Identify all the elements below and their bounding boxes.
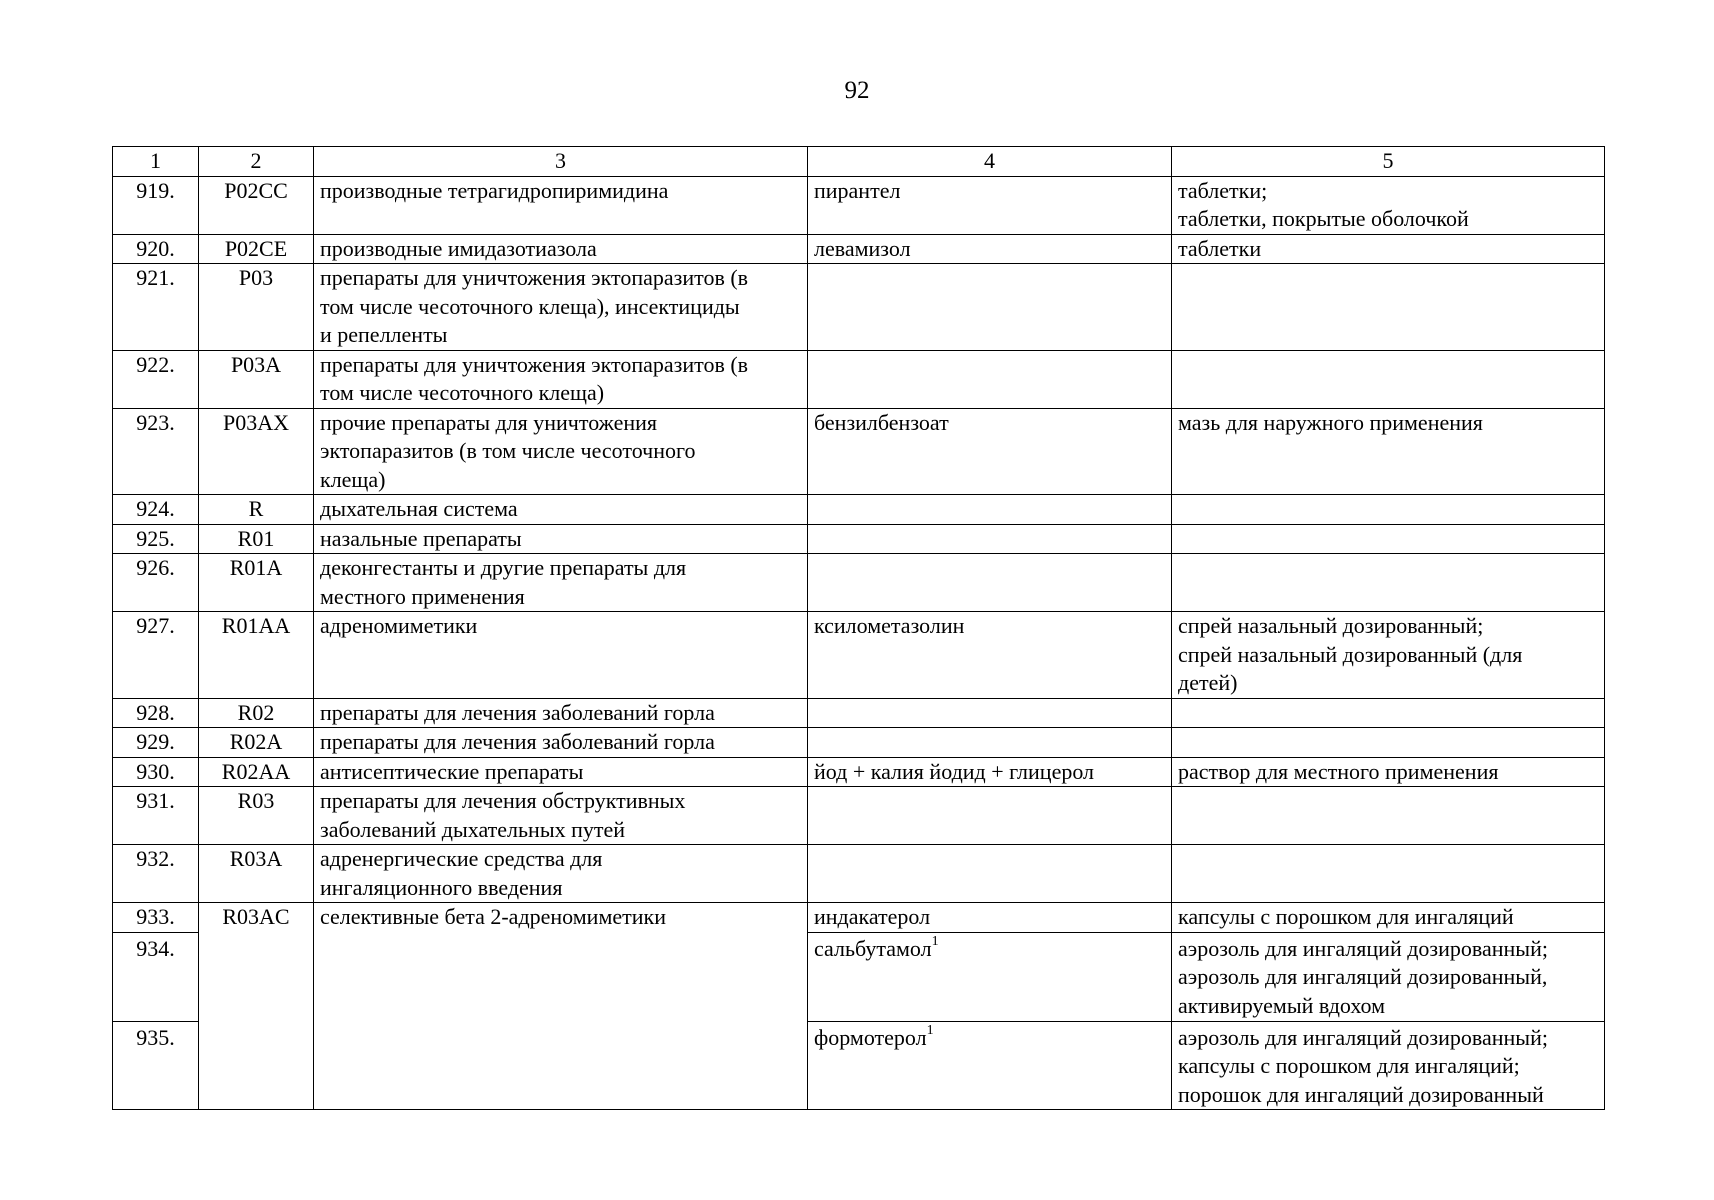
table-row xyxy=(113,234,1605,264)
dosage-form xyxy=(1172,350,1605,408)
atc-group: адреномиметики xyxy=(314,612,808,699)
row-number: 925. xyxy=(113,524,199,554)
table-row xyxy=(113,495,1605,525)
footnote-marker: 1 xyxy=(931,934,939,950)
table-row xyxy=(113,787,1605,845)
drug-name xyxy=(808,554,1172,612)
atc-code: P03AX xyxy=(199,408,314,495)
column-header: 4 xyxy=(808,147,1172,177)
atc-code: R02 xyxy=(199,698,314,728)
row-number: 926. xyxy=(113,554,199,612)
dosage-form: спрей назальный дозированный; спрей назальный дозированный (для детей) xyxy=(1172,612,1605,699)
row-number: 921. xyxy=(113,264,199,351)
atc-group: антисептические препараты xyxy=(314,757,808,787)
atc-group: адренергические средства для ингаляционного введения xyxy=(314,845,808,903)
row-number: 924. xyxy=(113,495,199,525)
atc-group: препараты для уничтожения эктопаразитов (в том числе чесоточного клеща), инсектициды и репелленты xyxy=(314,264,808,351)
atc-code: P02CE xyxy=(199,234,314,264)
dosage-form: раствор для местного применения xyxy=(1172,757,1605,787)
atc-group: производные имидазотиазола xyxy=(314,234,808,264)
drug-name xyxy=(808,728,1172,758)
drug-name xyxy=(808,524,1172,554)
atc-group: прочие препараты для уничтожения эктопаразитов (в том числе чесоточного клеща) xyxy=(314,408,808,495)
row-number: 920. xyxy=(113,234,199,264)
drug-name: йод + калия йодид + глицерол xyxy=(808,757,1172,787)
atc-code: R03A xyxy=(199,845,314,903)
drug-name xyxy=(808,1021,1172,1110)
drug-name-text: формотерол xyxy=(814,1024,927,1050)
atc-code: R02AA xyxy=(199,757,314,787)
dosage-form xyxy=(1172,845,1605,903)
dosage-form: таблетки; таблетки, покрытые оболочкой xyxy=(1172,176,1605,234)
row-number: 927. xyxy=(113,612,199,699)
drug-name xyxy=(808,698,1172,728)
dosage-form xyxy=(1172,554,1605,612)
atc-code: R03AC xyxy=(199,903,314,1110)
atc-group: селективные бета 2-адреномиметики xyxy=(314,903,808,1110)
column-header: 3 xyxy=(314,147,808,177)
table-row xyxy=(113,176,1605,234)
table-row xyxy=(113,728,1605,758)
row-number: 931. xyxy=(113,787,199,845)
page-number: 92 xyxy=(844,77,870,104)
atc-group: препараты для лечения обструктивных заболеваний дыхательных путей xyxy=(314,787,808,845)
drug-name xyxy=(808,264,1172,351)
column-header: 1 xyxy=(113,147,199,177)
table-row xyxy=(113,264,1605,351)
dosage-form xyxy=(1172,495,1605,525)
row-number: 930. xyxy=(113,757,199,787)
row-number: 928. xyxy=(113,698,199,728)
atc-code: R01A xyxy=(199,554,314,612)
table-row xyxy=(113,524,1605,554)
row-number: 923. xyxy=(113,408,199,495)
atc-code: R02A xyxy=(199,728,314,758)
atc-group: деконгестанты и другие препараты для местного применения xyxy=(314,554,808,612)
drug-name xyxy=(808,932,1172,1021)
atc-group: назальные препараты xyxy=(314,524,808,554)
atc-code: P03 xyxy=(199,264,314,351)
row-number: 929. xyxy=(113,728,199,758)
row-number: 919. xyxy=(113,176,199,234)
atc-code: R01 xyxy=(199,524,314,554)
row-number: 934. xyxy=(113,932,199,1021)
drug-name: левамизол xyxy=(808,234,1172,264)
table-row xyxy=(113,903,1605,933)
drug-list-table xyxy=(112,146,1605,1110)
atc-group: дыхательная система xyxy=(314,495,808,525)
dosage-form: аэрозоль для ингаляций дозированный; капсулы с порошком для ингаляций; порошок для ингаляций дозированный xyxy=(1172,1021,1605,1110)
column-header: 2 xyxy=(199,147,314,177)
drug-name-text: сальбутамол xyxy=(814,935,932,961)
atc-code: P03A xyxy=(199,350,314,408)
drug-name xyxy=(808,495,1172,525)
drug-name: индакатерол xyxy=(808,903,1172,933)
atc-code: R01AA xyxy=(199,612,314,699)
atc-group: препараты для лечения заболеваний горла xyxy=(314,698,808,728)
drug-name: ксилометазолин xyxy=(808,612,1172,699)
dosage-form: мазь для наружного применения xyxy=(1172,408,1605,495)
table-row xyxy=(113,757,1605,787)
header-row xyxy=(113,147,1605,177)
dosage-form xyxy=(1172,728,1605,758)
row-number: 932. xyxy=(113,845,199,903)
row-number: 922. xyxy=(113,350,199,408)
drug-name xyxy=(808,350,1172,408)
drug-name: бензилбензоат xyxy=(808,408,1172,495)
dosage-form: таблетки xyxy=(1172,234,1605,264)
table-row xyxy=(113,350,1605,408)
dosage-form xyxy=(1172,264,1605,351)
dosage-form xyxy=(1172,787,1605,845)
table-row xyxy=(113,845,1605,903)
dosage-form: капсулы с порошком для ингаляций xyxy=(1172,903,1605,933)
footnote-marker: 1 xyxy=(926,1023,934,1039)
row-number: 935. xyxy=(113,1021,199,1110)
column-header: 5 xyxy=(1172,147,1605,177)
table-row xyxy=(113,698,1605,728)
table-row xyxy=(113,554,1605,612)
drug-name xyxy=(808,845,1172,903)
atc-code: R03 xyxy=(199,787,314,845)
dosage-form xyxy=(1172,524,1605,554)
dosage-form: аэрозоль для ингаляций дозированный; аэрозоль для ингаляций дозированный, активируемый вдохом xyxy=(1172,932,1605,1021)
atc-group: препараты для лечения заболеваний горла xyxy=(314,728,808,758)
table-row xyxy=(113,408,1605,495)
atc-code: R xyxy=(199,495,314,525)
drug-name xyxy=(808,787,1172,845)
dosage-form xyxy=(1172,698,1605,728)
table-row xyxy=(113,612,1605,699)
drug-name: пирантел xyxy=(808,176,1172,234)
row-number: 933. xyxy=(113,903,199,933)
atc-group: производные тетрагидропиримидина xyxy=(314,176,808,234)
atc-group: препараты для уничтожения эктопаразитов (в том числе чесоточного клеща) xyxy=(314,350,808,408)
atc-code: P02CC xyxy=(199,176,314,234)
